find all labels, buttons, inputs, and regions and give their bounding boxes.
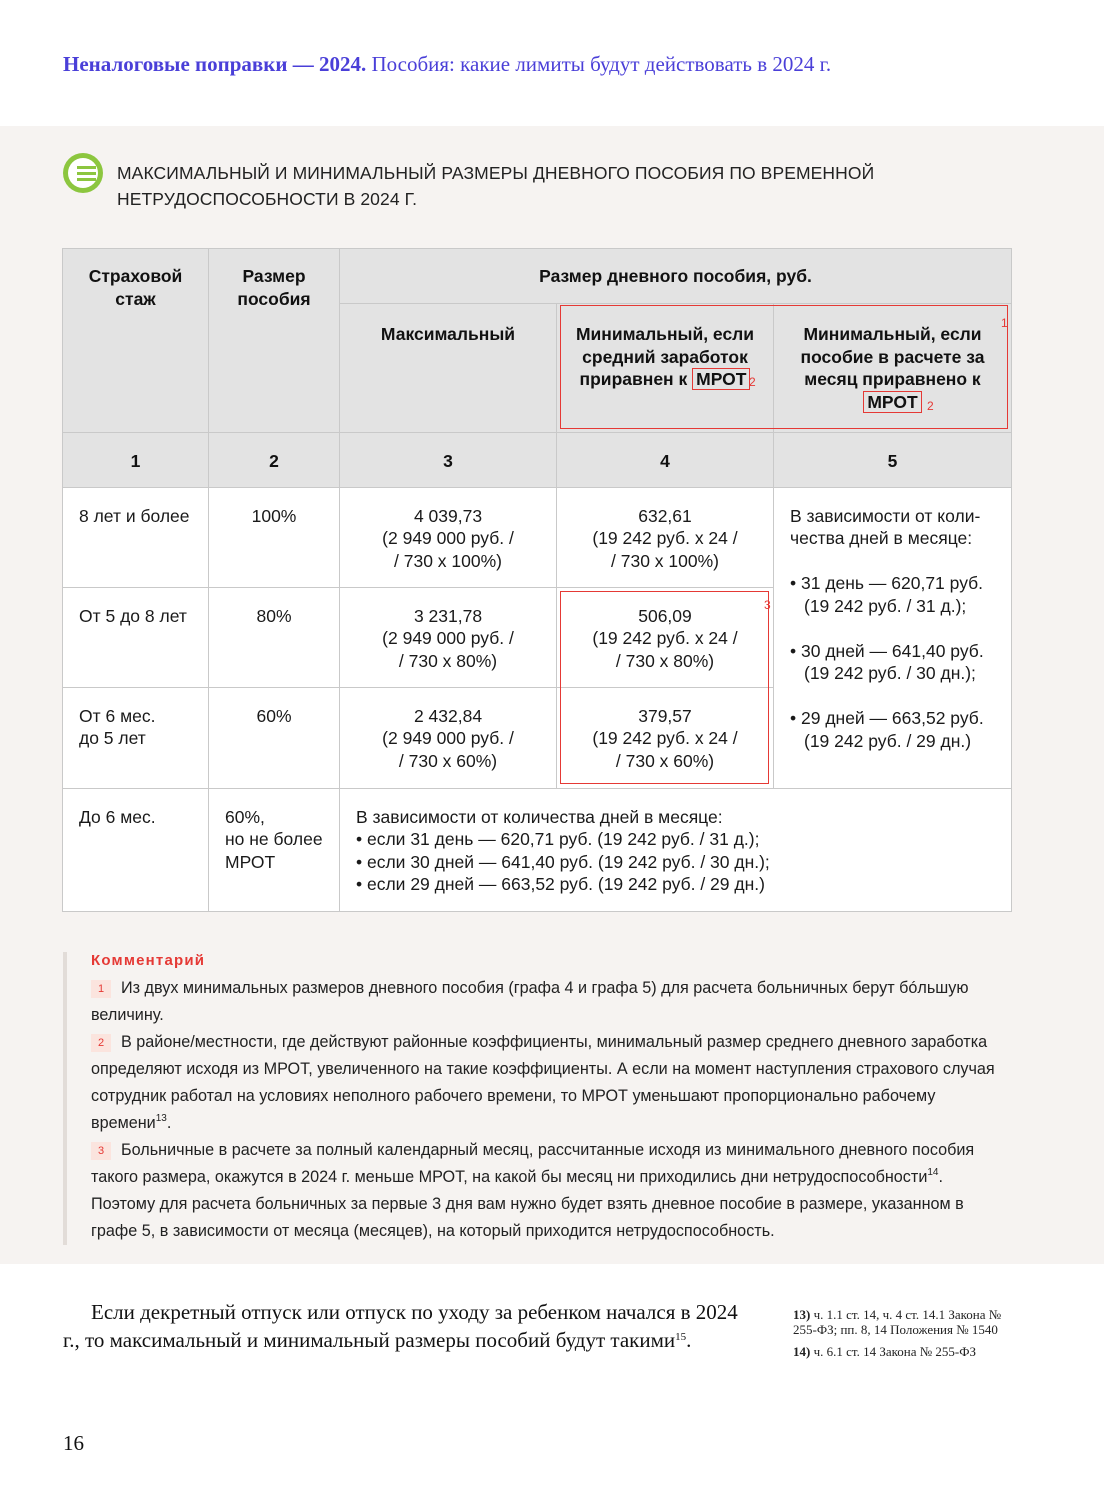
header-daily-benefit: Размер дневного пособия, руб. [340,249,1012,304]
comment-item [91,1137,1003,1245]
cell-stage: От 5 до 8 лет [63,587,209,687]
table-list-icon [63,153,103,193]
footnote-number: 14) [793,1344,811,1359]
cell-days-in-month [340,788,1012,911]
note-marker: 1 [1001,316,1008,330]
note-marker: 2 [927,399,934,413]
cell-max: 4 039,73 (2 949 000 руб. / / 730 х 100%) [340,487,557,587]
note-marker: 3 [764,598,771,612]
running-head-section: Неналоговые поправки — 2024. [63,52,367,76]
cell-max: 2 432,84 (2 949 000 руб. / / 730 х 60%) [340,687,557,788]
footnote-ref: 14 [927,1167,939,1178]
footnote [793,1308,1023,1337]
footnote-number: 13) [793,1307,811,1322]
cell-rate: 60% [209,687,340,788]
body-text: Если декретный отпуск или отпуск по уходу за ребенком начался в 2024 г., то максимальный и минимальный размеры пособий будут такими [63,1300,738,1352]
comment-text: В районе/местности, где действуют районные коэффициенты, минимальный размер среднего дневного заработка определяют исходя из МРОТ, увеличенного на такие коэффициенты. А если на момент наступления страхового случая сотрудник работал на условиях неполного рабочего времени, то МРОТ уменьшают пропорционально рабочему времени [91,1033,995,1132]
cell-rate: 80% [209,587,340,687]
footnote-text: ч. 1.1 ст. 14, ч. 4 ст. 14.1 Закона № 255-ФЗ; пп. 8, 14 Положения № 1540 [793,1307,1002,1337]
body-paragraph [63,1298,753,1354]
header-insurance-period: Страховой стаж [63,249,209,433]
comment-number: 3 [91,1142,111,1160]
footnote-text: ч. 6.1 ст. 14 Закона № 255-ФЗ [813,1344,977,1359]
comment-text: Больничные в расчете за полный календарный месяц, рассчитанные исходя из минимального дневного пособия такого размера, окажутся в 2024 г. меньше МРОТ, на какой бы месяц ни приходились дни нетрудоспособности [91,1141,975,1186]
section-title: МАКСИМАЛЬНЫЙ И МИНИМАЛЬНЫЙ РАЗМЕРЫ ДНЕВНОГО ПОСОБИЯ ПО ВРЕМЕННОЙ НЕТРУДОСПОСОБНОСТИ В 2024 Г. [117,163,875,209]
list-item: • если 29 дней — 663,52 руб. (19 242 руб. / 29 дн.) [356,874,765,894]
comment-text: Из двух минимальных размеров дневного пособия (графа 4 и графа 5) для расчета больничных берут бóльшую величину. [91,979,969,1024]
min-monthly-intro: В зависимости от коли- чества дней в месяце: [790,505,981,548]
cell-stage: От 6 мес. до 5 лет [63,687,209,788]
cell-stage: 8 лет и более [63,487,209,587]
list-item: • 29 дней — 663,52 руб. (19 242 руб. / 29 дн.) [790,708,984,751]
comment-text-end: . [166,1114,172,1132]
running-head-subtitle: Пособия: какие лимиты будут действовать в 2024 г. [371,52,832,76]
column-number: 4 [557,433,774,488]
header-benefit-rate: Размер пособия [209,249,340,433]
comment-title: Комментарий [91,952,206,969]
column-number: 1 [63,433,209,488]
comment-number: 2 [91,1034,111,1052]
footnote-ref: 15 [675,1331,687,1343]
cell-rate: 100% [209,487,340,587]
header-min-monthly-text: Минимальный, если пособие в расчете за месяц приравнено к [800,324,985,389]
column-number: 2 [209,433,340,488]
comment-item [91,1029,1003,1137]
cell-min-monthly [774,487,1012,788]
footnotes [793,1308,1023,1368]
mrot-badge: МРОТ [863,391,921,413]
list-item: • если 31 день — 620,71 руб. (19 242 руб. / 31 д.); [356,829,760,849]
list-item: • 30 дней — 641,40 руб. (19 242 руб. / 30 дн.); [790,640,984,683]
min-values-highlight [560,591,769,784]
cell-stage: До 6 мес. [63,788,209,911]
column-number: 3 [340,433,557,488]
cell-min-average: 506,09 (19 242 руб. х 24 / / 730 х 80%) [557,587,774,687]
running-head [63,52,831,77]
table-row [63,487,1012,587]
minimums-highlight [560,305,1008,429]
column-number: 5 [774,433,1012,488]
list-item: • если 30 дней — 641,40 руб. (19 242 руб. / 30 дн.); [356,851,770,872]
mrot-badge: МРОТ [692,368,750,390]
note-marker: 2 [749,375,756,389]
cell-min-average: 632,61 (19 242 руб. х 24 / / 730 х 100%) [557,487,774,587]
page-number: 16 [63,1431,84,1455]
days-in-month-intro: В зависимости от количества дней в месяце: [356,806,723,827]
footnote-ref: 13 [155,1113,167,1124]
comment-block [63,952,1003,1245]
header-min-average-text: Минимальный, если средний заработок приравнен к [575,324,755,389]
header-maximum: Максимальный [340,304,557,433]
comment-number: 1 [91,980,111,998]
comment-item [91,975,1003,1029]
cell-rate: 60%, но не более МРОТ [209,788,340,911]
footnote [793,1345,1023,1360]
table-row [63,788,1012,911]
cell-max: 3 231,78 (2 949 000 руб. / / 730 х 80%) [340,587,557,687]
list-item: • 31 день — 620,71 руб. (19 242 руб. / 31 д.); [790,573,984,616]
comment-text-end: . Поэтому для расчета больничных за первые 3 дня вам нужно будет взять дневное пособие в размере, указанном в графе 5, в зависимости от месяца (месяцев), на который приходится нетрудоспособность. [91,1168,964,1240]
body-text-end: . [686,1328,692,1352]
cell-min-average: 379,57 (19 242 руб. х 24 / / 730 х 60%) [557,687,774,788]
